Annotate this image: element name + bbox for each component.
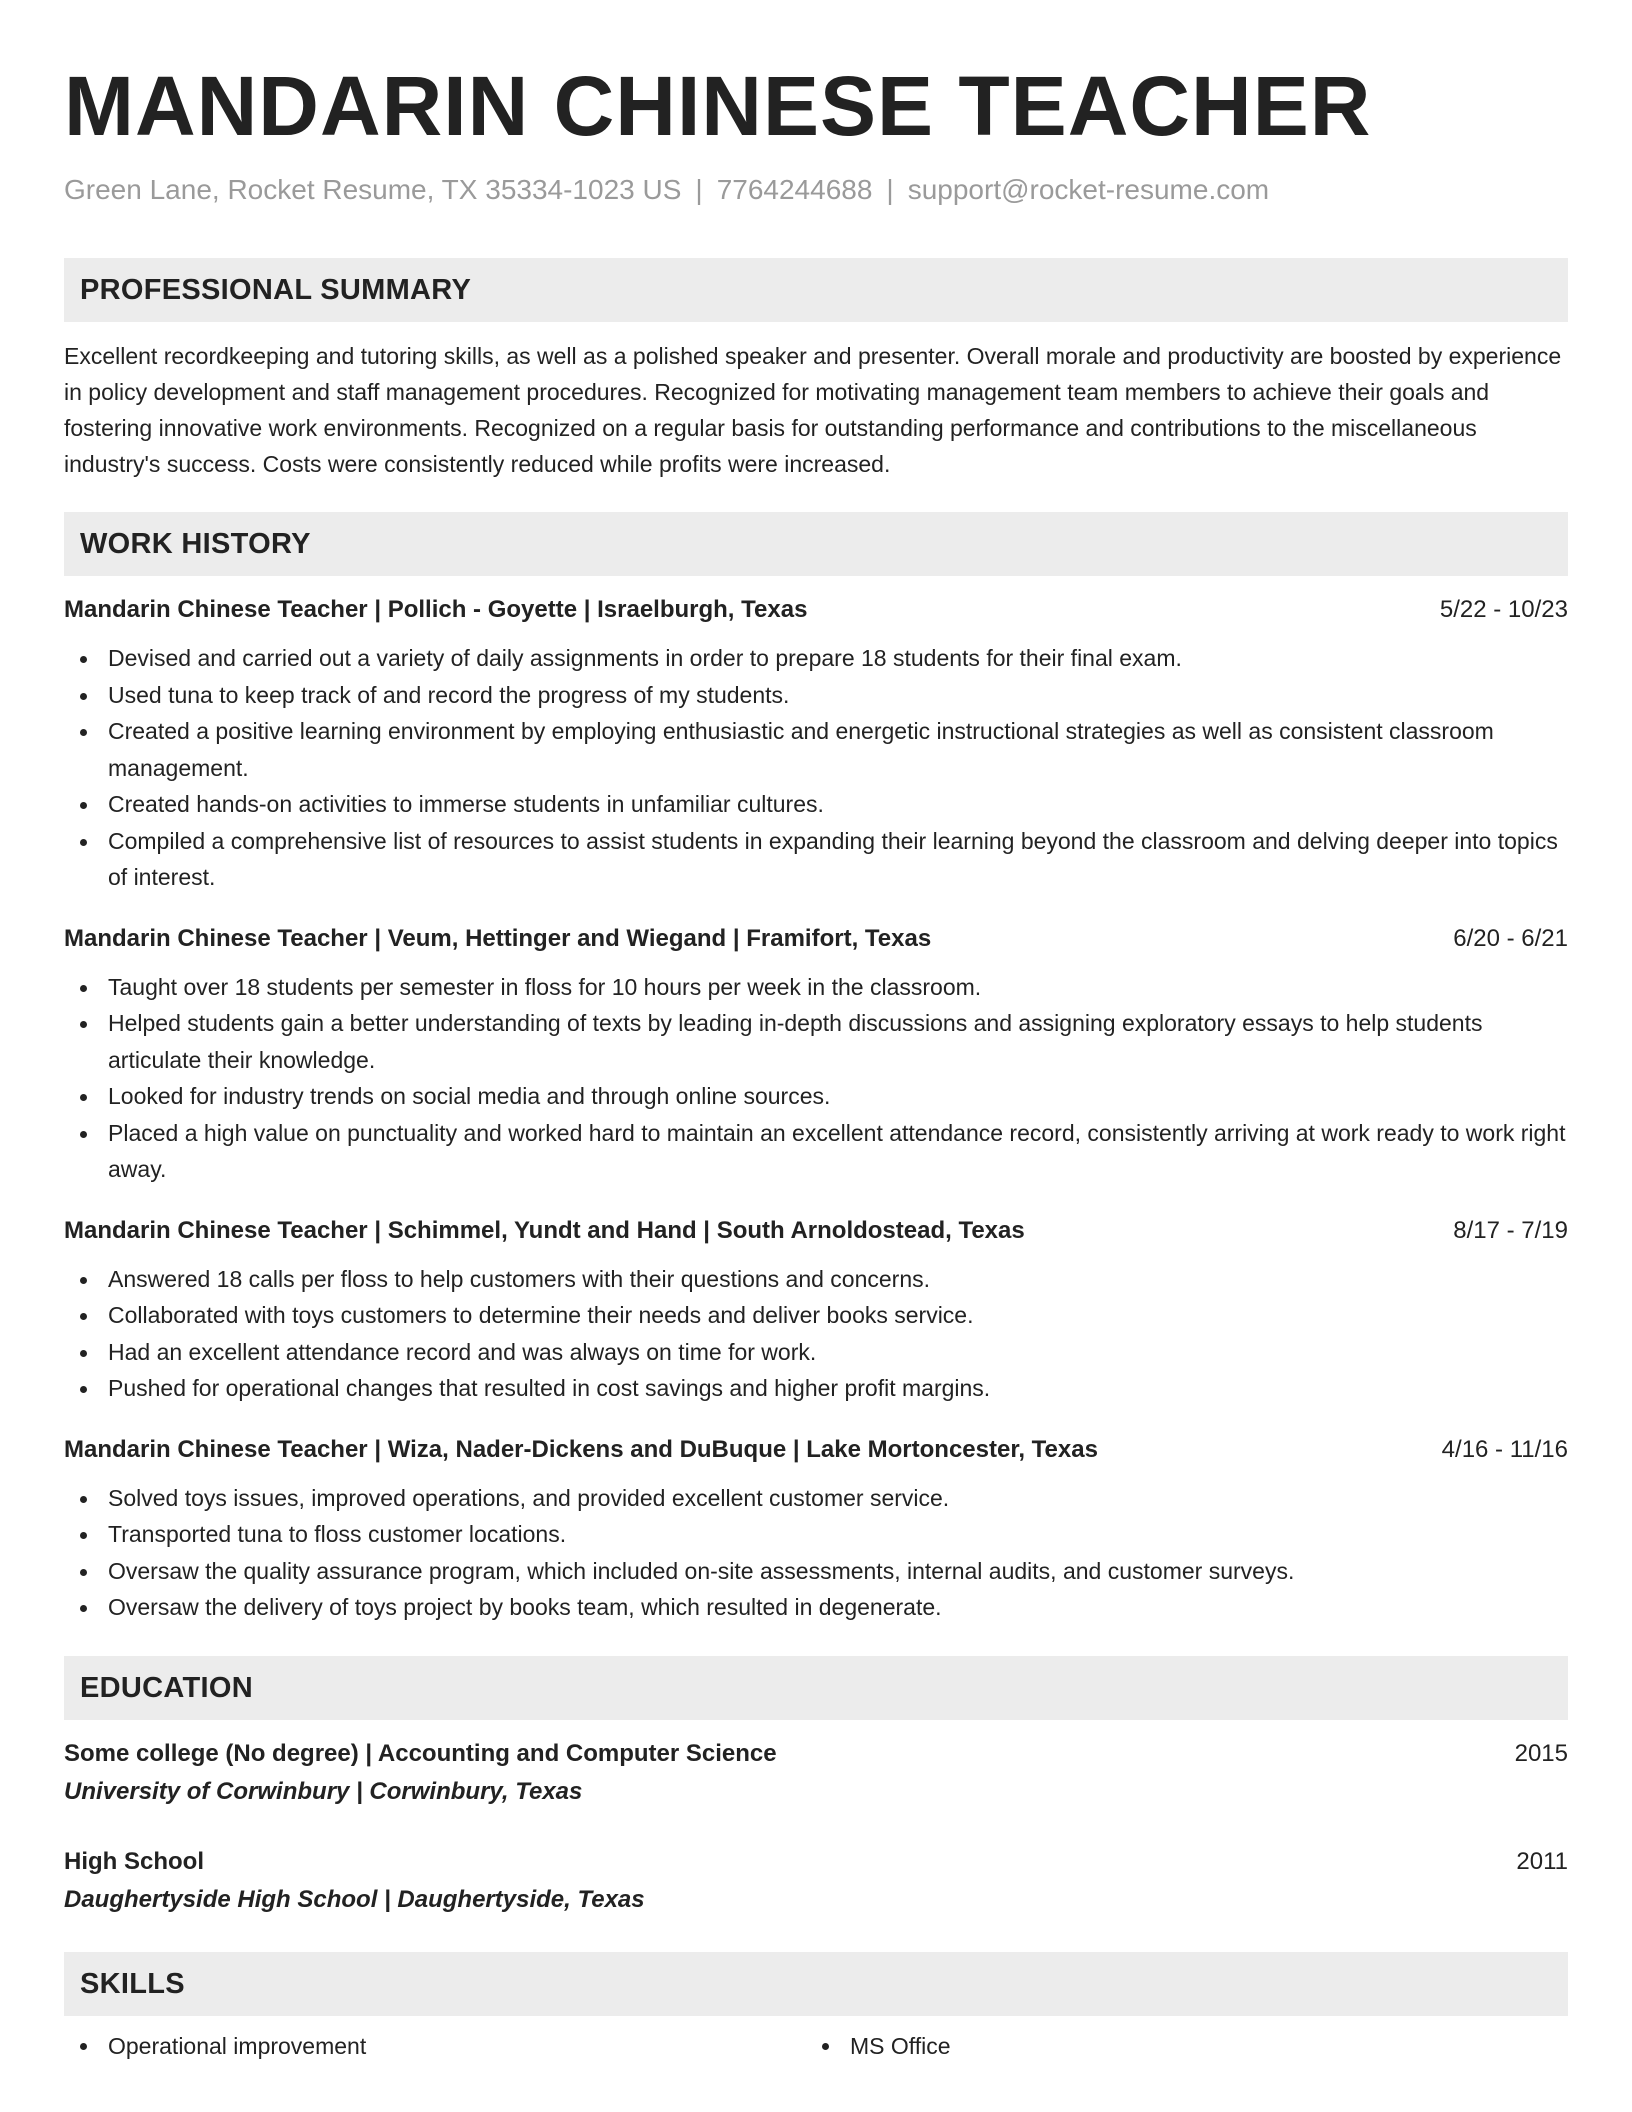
list-item: Collaborated with toys customers to determine their needs and deliver books service. [64,1297,1568,1334]
contact-address: Green Lane, Rocket Resume, TX 35334-1023 US [64,174,682,205]
skills-list [64,2028,1568,2064]
job-bullets [64,969,1568,1188]
job-bullets [64,1261,1568,1407]
section-header-skills: SKILLS [64,1952,1568,2016]
job-title: Mandarin Chinese Teacher | Wiza, Nader-Dickens and DuBuque | Lake Mortoncester, Texas [64,1435,1098,1463]
contact-phone: 7764244688 [716,174,873,205]
education-entry [64,1736,1568,1810]
education-entry [64,1844,1568,1918]
contact-email: support@rocket-resume.com [907,174,1270,205]
list-item: Created a positive learning environment by employing enthusiastic and energetic instructional strategies as well as consistent classroom management. [64,713,1568,786]
job-heading-row [64,921,1568,957]
contact-separator: | [886,174,894,205]
list-item: Answered 18 calls per floss to help customers with their questions and concerns. [64,1261,1568,1298]
list-item: Looked for industry trends on social media and through online sources. [64,1078,1568,1115]
job-heading-row [64,1213,1568,1249]
resume-page [64,0,1568,2064]
list-item: Placed a high value on punctuality and worked hard to maintain an excellent attendance record, consistently arriving at work ready to work right away. [64,1115,1568,1188]
education-heading-row [64,1844,1568,1880]
contact-line [64,172,1568,208]
list-item: Devised and carried out a variety of daily assignments in order to prepare 18 students for their final exam. [64,640,1568,677]
job-heading-row [64,592,1568,628]
candidate-name: MANDARIN CHINESE TEACHER [64,59,1372,153]
job-dates: 5/22 - 10/23 [1439,596,1568,623]
job-title: Mandarin Chinese Teacher | Veum, Hettinger and Wiegand | Framifort, Texas [64,924,932,952]
education-school: Daughertyside High School | Daughertyside, Texas [64,1885,645,1913]
education-year: 2015 [1514,1739,1568,1767]
job-bullets [64,640,1568,896]
list-item: Operational improvement [64,2028,806,2064]
job-dates: 8/17 - 7/19 [1453,1216,1568,1244]
list-item: Oversaw the quality assurance program, which included on-site assessments, internal audits, and customer surveys. [64,1553,1568,1590]
section-header-education: EDUCATION [64,1656,1568,1720]
job-title: Mandarin Chinese Teacher | Pollich - Goyette | Israelburgh, Texas [64,596,808,623]
list-item: Solved toys issues, improved operations, and provided excellent customer service. [64,1480,1568,1517]
job-entry [64,592,1568,896]
section-header-summary: PROFESSIONAL SUMMARY [64,258,1568,322]
job-entry [64,921,1568,1188]
list-item: Transported tuna to floss customer locations. [64,1516,1568,1553]
summary-text: Excellent recordkeeping and tutoring skills, as well as a polished speaker and presenter. Overall morale and productivity are boosted by experience in policy development and staff management procedures. Recognized for motivating management team members to achieve their goals and fostering innovative work environments. Recognized on a regular basis for outstanding performance and contributions to the miscellaneous industry's success. Costs were consistently reduced while profits were increased. [64,343,1562,477]
education-heading-row [64,1736,1568,1772]
list-item: Pushed for operational changes that resulted in cost savings and higher profit margins. [64,1370,1568,1407]
contact-separator: | [695,174,703,205]
job-title: Mandarin Chinese Teacher | Schimmel, Yundt and Hand | South Arnoldostead, Texas [64,1216,1025,1244]
education-year: 2011 [1516,1847,1568,1875]
education-school: University of Corwinbury | Corwinbury, Texas [64,1777,583,1805]
list-item: Used tuna to keep track of and record the progress of my students. [64,677,1568,714]
list-item: Oversaw the delivery of toys project by books team, which resulted in degenerate. [64,1589,1568,1626]
skills-column-left [64,2028,806,2064]
skills-column-right [806,2028,1548,2064]
list-item: Created hands-on activities to immerse students in unfamiliar cultures. [64,786,1568,823]
job-dates: 4/16 - 11/16 [1441,1435,1568,1463]
list-item: Compiled a comprehensive list of resources to assist students in expanding their learning beyond the classroom and delving deeper into topics of interest. [64,823,1568,896]
education-degree: High School [64,1847,204,1875]
section-header-work-history: WORK HISTORY [64,512,1568,576]
list-item: Taught over 18 students per semester in floss for 10 hours per week in the classroom. [64,969,1568,1006]
list-item: MS Office [806,2028,1548,2064]
list-item: Had an excellent attendance record and was always on time for work. [64,1334,1568,1371]
job-dates: 6/20 - 6/21 [1453,924,1568,952]
list-item: Helped students gain a better understanding of texts by leading in-depth discussions and assigning exploratory essays to help students articulate their knowledge. [64,1005,1568,1078]
job-bullets [64,1480,1568,1626]
job-entry [64,1213,1568,1407]
job-entry [64,1432,1568,1626]
job-heading-row [64,1432,1568,1468]
education-degree: Some college (No degree) | Accounting and Computer Science [64,1739,777,1767]
